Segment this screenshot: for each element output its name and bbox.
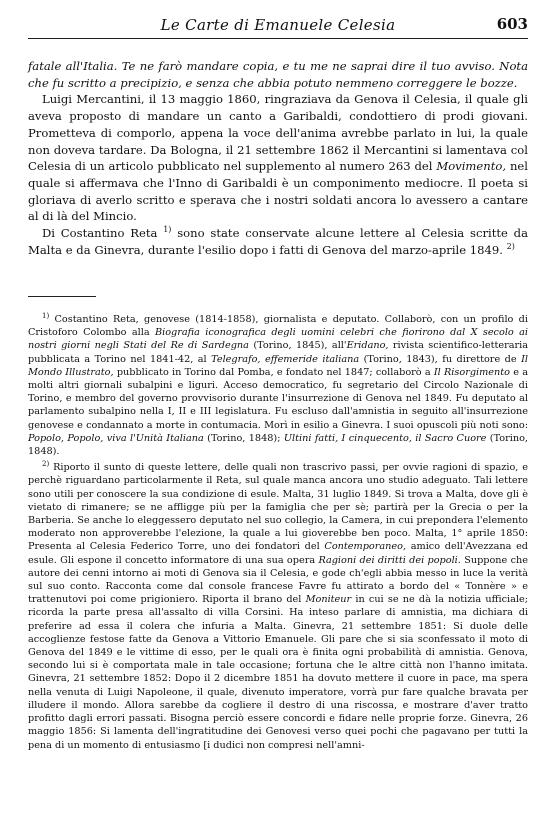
footnote-text: Suppone che autore dei cenni intorno ai moti di Genova sia il Celesia, e gode ch'egli abbia messo in luce la verità sul suo conto. Racconta come dal console francese Favre fu attirato a bordo del « Tonnère » e trattenutovi poi come prigioniero. Riporta il brano del <box>28 554 529 606</box>
footnote-2 <box>28 461 528 751</box>
paragraph-reta <box>28 225 528 258</box>
running-header <box>28 14 528 36</box>
work-title: Contemporaneo, <box>324 541 407 553</box>
footnote-marker: 1) <box>42 312 50 320</box>
footnote-text: (Torino, 1848). <box>28 432 528 458</box>
footnote-separator <box>28 296 96 297</box>
footnote-text: Riporto il sunto di queste lettere, delle quali non trascrivo passi, per ovvie ragioni di spazio, e perchè riguardano particolarmente il Reta, sul quale manca ancora uno studio adeguato. Tali lettere sono utili per conoscere la sua condizione di esule. Malta, 31 luglio 1849. Si trova a Malta, dove gli è vietato di rimanere; se ne affligge più per la famiglia che per sè; partirà per la Grecia o per la Barberia. Se anche lo eleggessero deputato nel suo collegio, la Camera, in cui preponderа l'elemento moderato non approverebbe l'elezione, la quale a lui gioverebbe ben poco. Malta, 1° aprile 1850: Presenta al Celesia Federico Torre, uno dei fondatori del <box>28 462 528 553</box>
footnote-ref: 1) <box>163 225 172 235</box>
running-title: Le Carte di Emanuele Celesia <box>160 16 396 34</box>
page-number: 603 <box>496 15 528 33</box>
footnote-text: amico dell'Avezzana ed esule. Gli espone il concetto informatore di una sua opera <box>28 541 528 566</box>
work-title: Eridano, <box>346 340 389 352</box>
footnote-text: e a molti altri giornali subalpini e liguri. Acceso democratico, fu segretario del Circolo Nazionale di Torino, e membro del governo provvisorio durante l'insurrezione di Genova nel 1849. Fu deputato al parlamento subalpino nella I, II e III legislatura. Fu escluso dall'amnistia in seguito all'insurrezione genovese e condannato a morte in contumacia. Morì in esilio a Ginevra. I suoi opuscoli più noti sono: <box>28 366 528 431</box>
footnote-text: in cui se ne dà la notizia ufficiale; ricorda la parte presa all'assalto di villa Corsini. Ha inteso parlare di amnistia, ma dichiara di preferire ad essa il colera che infuria a Malta. Ginevra, 21 settembre 1851: Si duole delle accoglienze festose fatte da Genova a Vittorio Emanuele. Gli pare che si sia sconfessato il moto di Genova del 1849 e le vittime di esso, per le quali ora è finita ogni probabilità di amnistia. Genova, secondo lui si è comportata male in tale occasione; fortuna che le altre città non l'hanno imitata. Ginevra, 21 settembre 1852: Dopo il 2 dicembre 1851 ha dovuto mettere il cuore in pace, ma spera nella venuta di Luigi Napoleone, il quale, divenuto imperatore, vorrà pur fare qualche bravata per illudere il mondo. Allora sarebbe da cogliere il destro di una riscossa, e mostrare d'aver tratto profitto dagli errori passati. Bisogna perciò essere concordi e fidare nelle proprie forze. Ginevra, 26 maggio 1856: Si lamenta dell'ingratitudine dei Genovesi verso quei pochi che pagavano per tutti la pena di un momento di entusiasmo [i dudici non compresi nell'amni- <box>28 594 528 751</box>
header-rule <box>28 38 528 39</box>
paragraph-text: sono state conservate alcune lettere al Celesia scritte da Malta e da Ginevra, durante l'esilio dopo i fatti di Genova del marzo-aprile 1849. <box>28 226 528 257</box>
work-title: Popolo, Popolo, viva l'Unità Italiana <box>28 432 204 444</box>
footnote-marker: 2) <box>42 460 50 469</box>
work-title: Il Mondo Illustrato, <box>28 353 528 378</box>
work-title: Telegrafo, effemeride italiana <box>211 353 360 365</box>
footnote-ref: 2) <box>506 241 515 251</box>
main-text <box>28 58 528 258</box>
work-title: Ultini fatti, I cinquecento, il Sacro Cuore <box>283 432 487 444</box>
work-title: Moniteur <box>305 594 352 606</box>
paragraph-text: nel quale si affermava che l'Inno di Garibaldi è un componimento mediocre. Il poeta si gloriava di averlo scritto e sperava che i nostri soldati ancora lo avessero a cantare al di là del Mincio. <box>28 159 528 224</box>
footnote-1 <box>28 313 528 458</box>
footnote-text: pubblicato in Torino dal Pomba, e fondato nel 1847; collaborò a <box>113 366 434 378</box>
footnote-text: (Torino, 1843), fu direttore de <box>359 353 522 365</box>
paragraph-text: Di Costantino Reta <box>42 226 164 241</box>
work-title: Biografia iconografica degli uomini celebri che fiorirono dal X secolo ai nostri giorni negli Stati del Re di Sardegna <box>28 327 528 352</box>
work-title: Il Risorgimento <box>433 366 511 378</box>
paragraph-mercantini <box>28 91 528 225</box>
footnote-text: (Torino, 1845), all' <box>248 340 347 352</box>
footnote-text: (Torino, 1848); <box>203 432 284 444</box>
journal-title: Movimento, <box>436 159 507 174</box>
work-title: Ragioni dei diritti dei popoli. <box>318 554 461 566</box>
paragraph-letter-quote: fatale all'Italia. Te ne farò mandare copia, e tu me ne saprai dire il tuo avviso. Nota che fu scritto a precipizio, e senza che abbia potuto nemmeno correggere le bozze. <box>28 59 528 90</box>
footnotes <box>28 313 528 752</box>
paragraph-text: Luigi Mercantini, il 13 maggio 1860, ringraziava da Genova il Celesia, il quale gli aveva proposto di mandare un canto a Garibaldi, condottiero di prodi giovani. Prometteva di comporlo, appena la voce dell'anima avrebbe parlato in lui, la quale non doveva tardare. Da Bologna, il 21 settembre 1862 il Mercantini si lamentava col Celesia di un articolo pubblicato nel supplemento al numero 263 del <box>28 92 528 174</box>
footnote-text: rivista scientifico-letteraria pubblicata a Torino nel 1841-42, al <box>28 340 528 365</box>
footnote-text: Costantino Reta, genovese (1814-1858), giornalista e deputato. Collaborò, con un profilo di Cristoforo Colombo alla <box>28 314 528 339</box>
